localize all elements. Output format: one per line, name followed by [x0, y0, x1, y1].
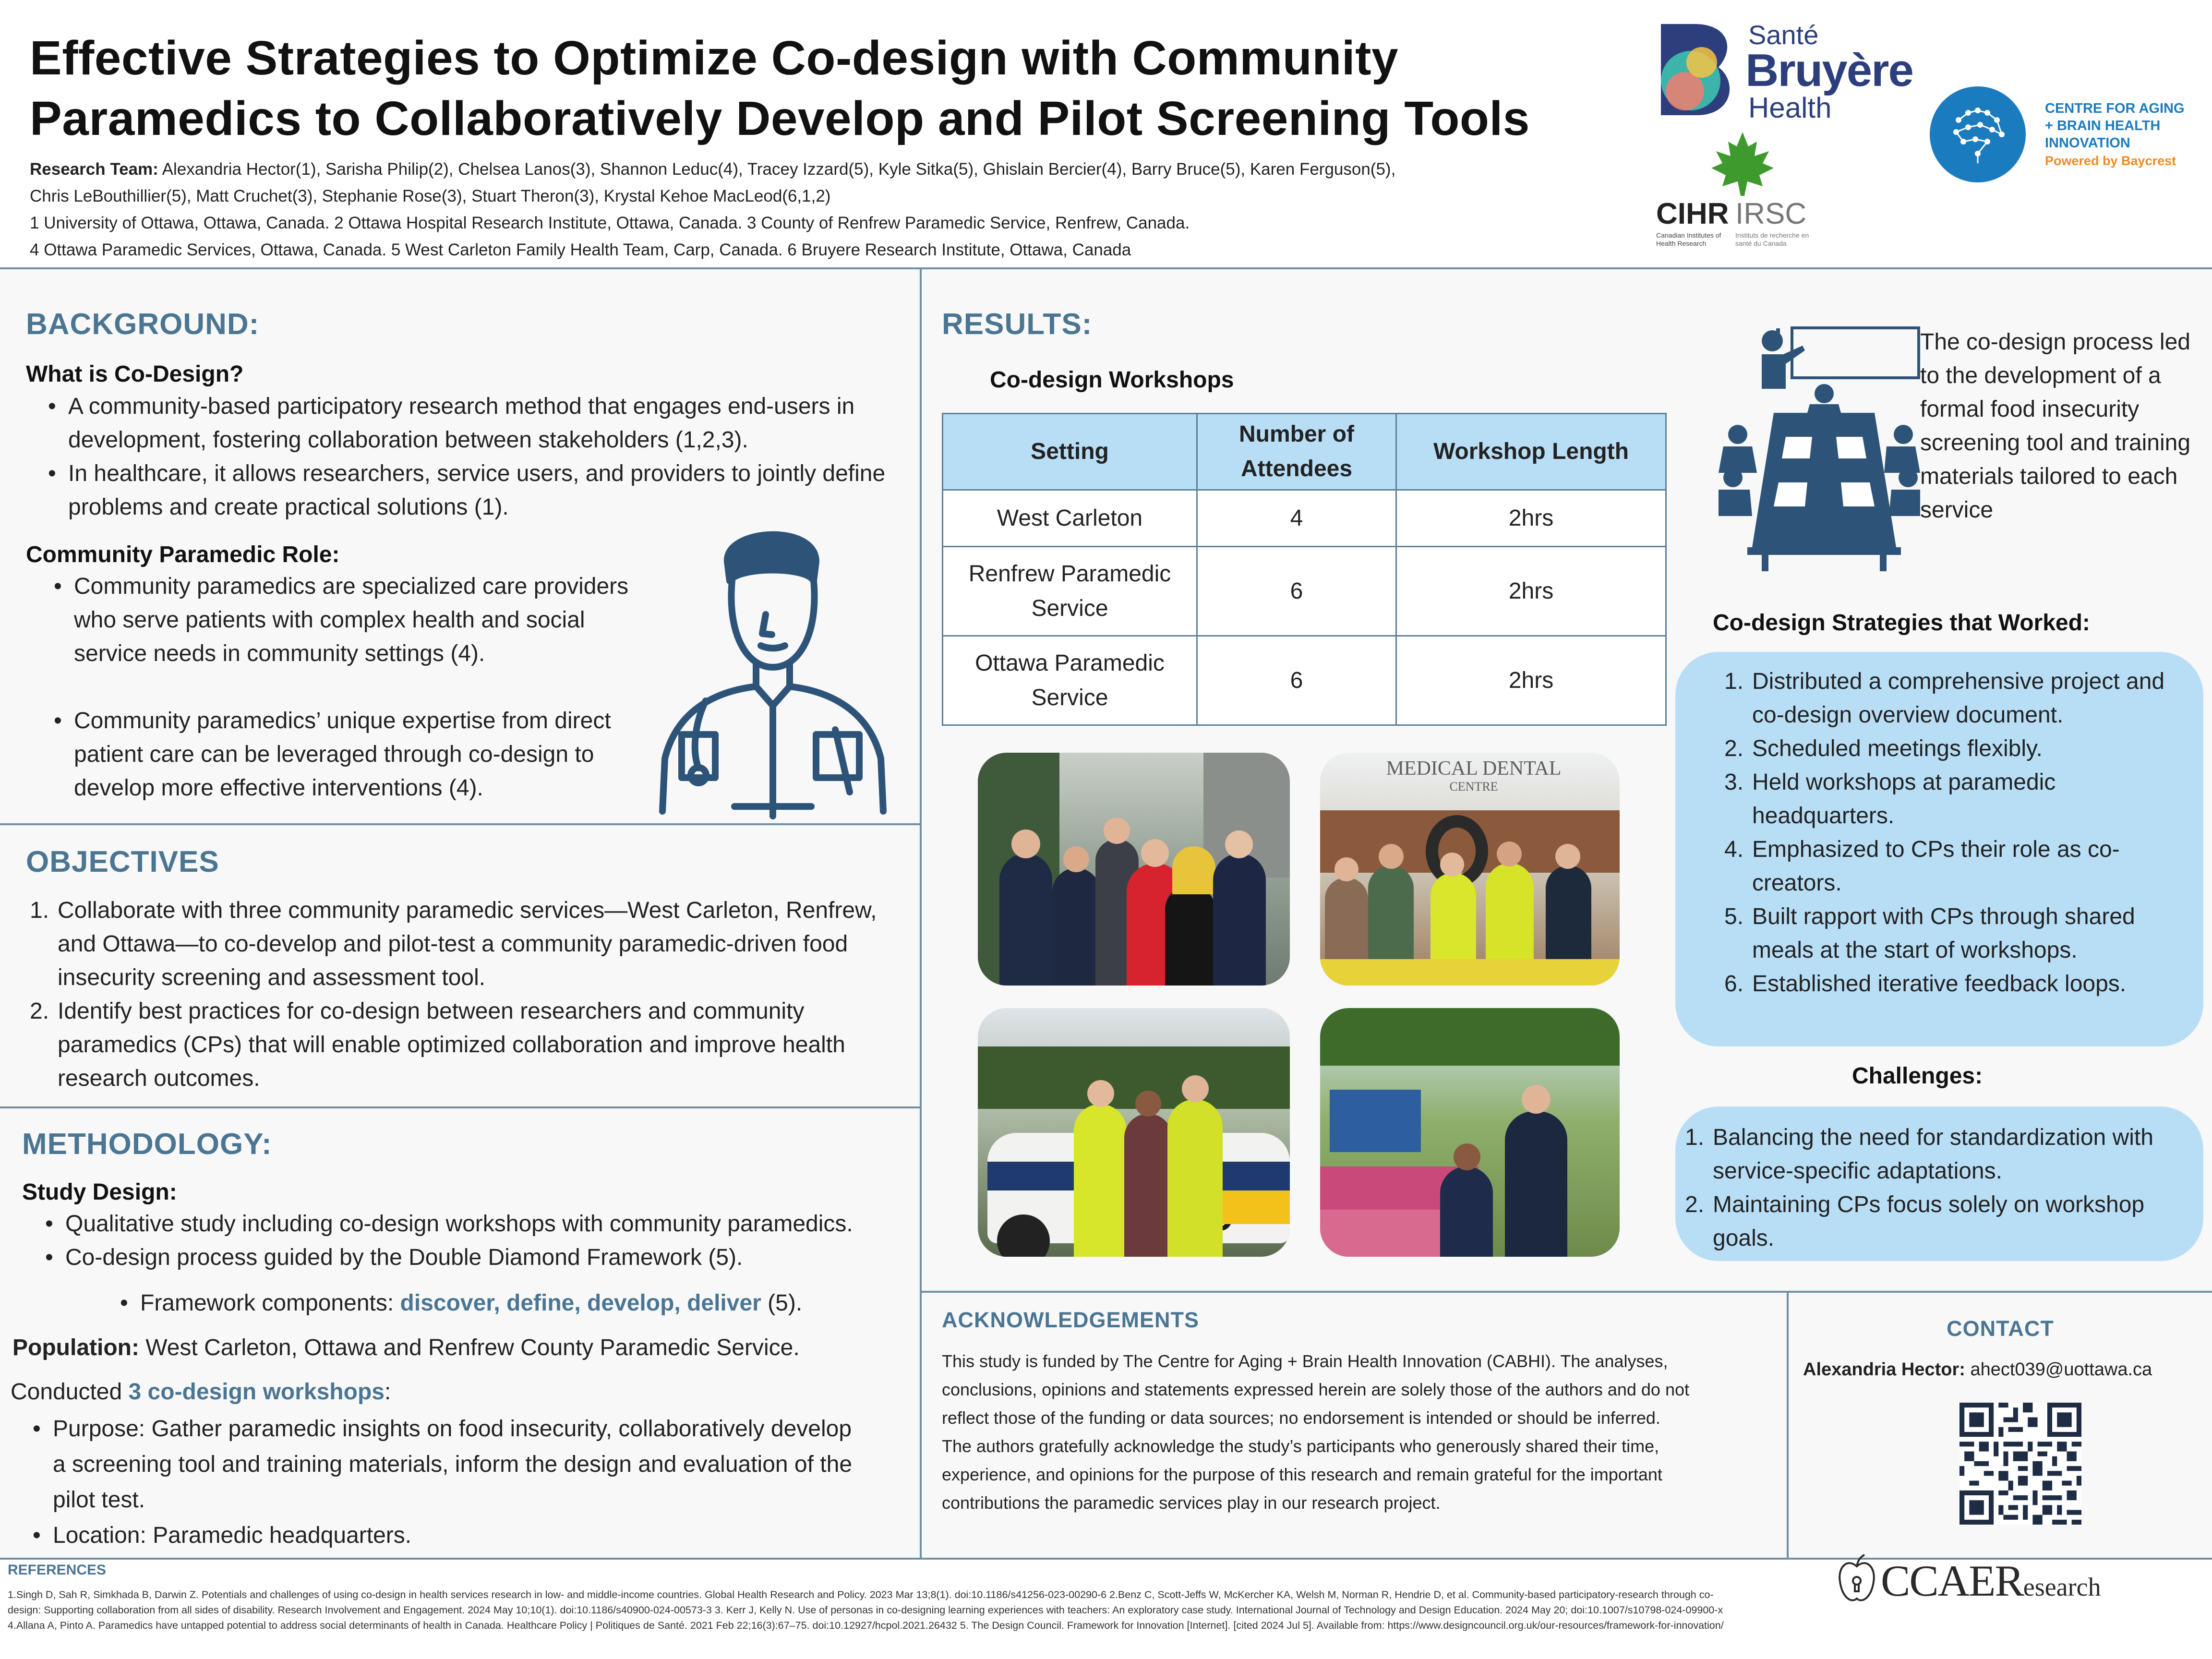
what-is-codesign-title: What is Co-Design?	[26, 361, 244, 387]
background-title: BACKGROUND:	[26, 308, 260, 341]
references-divider	[0, 1558, 2212, 1560]
research-team-label: Research Team:	[30, 160, 158, 179]
list-item: • Location: Paramedic headquarters.	[33, 1518, 868, 1553]
list-item: 6. Established iterative feedback loops.	[1724, 971, 2127, 997]
cabhi-line-2: + BRAIN HEALTH	[2045, 118, 2161, 133]
list-item: 3. Held workshops at paramedic headquarters.	[1724, 769, 2056, 829]
list-item: 5. Built rapport with CPs through shared meals at the start of workshops.	[1724, 904, 2135, 963]
population-text: West Carleton, Ottawa and Renfrew County Paramedic Service.	[139, 1335, 800, 1360]
cihr-sub-en: Canadian Institutes of Health Research	[1656, 231, 1721, 247]
challenges-list	[1685, 1121, 2194, 1255]
paramedic-illustration-icon	[643, 509, 902, 821]
cabhi-brain-icon	[1930, 86, 2026, 182]
list-item: • Co-design process guided by the Double Diamond Framework (5).	[45, 1241, 919, 1274]
bruyere-logo	[1656, 19, 1935, 125]
research-team-names-1: Alexandria Hector(1), Sarisha Philip(2), Chelsea Lanos(3), Shannon Leduc(4), Tracey Izzard(5), Kyle Sitka(5), Ghislain Bercier(4), Barry Bruce(5), Karen Ferguson(5),	[158, 160, 1396, 179]
cabhi-line-3: INNOVATION	[2045, 135, 2130, 151]
results-divider	[922, 1291, 2212, 1293]
challenge-text: Maintaining CPs focus solely on workshop goals.	[1713, 1192, 2145, 1251]
cihr-fr: IRSC	[1735, 197, 1807, 230]
table-row	[943, 547, 1666, 636]
list-item: 2. Identify best practices for co-design between researchers and community paramedics (CPs) that will enable optimized collaboration and improve health research outcomes.	[30, 998, 845, 1091]
cabhi-logo	[1930, 86, 2199, 182]
table-cell: 2hrs	[1396, 547, 1666, 636]
table-row	[943, 636, 1666, 725]
table-cell: Renfrew Paramedic Service	[943, 547, 1197, 636]
photo2-sign-line-2: CENTRE	[1449, 780, 1498, 793]
header-setting: Setting	[943, 414, 1197, 490]
outcome-text: The co-design process led to the development of a formal food insecurity screening tool and training materials tailored to each service	[1920, 329, 2191, 523]
cabhi-line-4: Powered by Baycrest	[2045, 154, 2176, 168]
strategy-text: Distributed a comprehensive project and co-design overview document.	[1752, 669, 2165, 728]
challenges-title: Challenges:	[1852, 1063, 1983, 1089]
strategies-list	[1724, 665, 2195, 1001]
list-item: 1. Distributed a comprehensive project and co-design overview document.	[1724, 669, 2165, 728]
workshop-photo-group-4	[1320, 1008, 1620, 1257]
framework-suffix: (5).	[761, 1290, 803, 1316]
table-cell: 6	[1197, 547, 1396, 636]
title-line-1: Effective Strategies to Optimize Co-design with Community	[30, 31, 1399, 85]
strategies-title: Co-design Strategies that Worked:	[1713, 610, 2090, 636]
bruyere-health: Health	[1748, 92, 1832, 124]
objectives-title: OBJECTIVES	[26, 845, 219, 878]
contact-line	[1803, 1357, 2201, 1382]
conducted-workshops	[11, 1375, 391, 1409]
list-item: • Community paramedics are specialized care providers who serve patients with complex health and social service needs in community settings (4).	[54, 570, 639, 671]
affiliations-2: 4 Ottawa Paramedic Services, Ottawa, Canada. 5 West Carleton Family Health Team, Carp, Canada. 6 Bruyere Research Institute, Ottawa, Canada	[30, 240, 1131, 259]
ccaer-big: CCAER	[1881, 1556, 2023, 1605]
list-item: • A community-based participatory research method that engages end-users in development, fostering collaboration between stakeholders (1,2,3).	[48, 390, 902, 457]
references-title: REFERENCES	[8, 1562, 107, 1578]
ccaer-text	[1881, 1555, 2101, 1606]
challenge-text: Balancing the need for standardization with service-specific adaptations.	[1713, 1125, 2153, 1184]
study-design-title: Study Design:	[22, 1179, 177, 1205]
conducted-prefix: Conducted	[11, 1379, 129, 1405]
community-paramedic-role-list	[54, 570, 639, 805]
conducted-suffix: :	[384, 1379, 391, 1405]
contact-name: Alexandria Hector:	[1803, 1359, 1965, 1380]
strategy-text: Established iterative feedback loops.	[1752, 971, 2127, 997]
list-item: • Community paramedics’ unique expertise from direct patient care can be leveraged through co-design to develop more effective interventions (4).	[54, 704, 639, 805]
ccaer-small: esearch	[2023, 1573, 2101, 1601]
title-line-2: Paramedics to Collaboratively Develop and Pilot Screening Tools	[30, 92, 1530, 145]
qr-code-icon[interactable]	[1960, 1403, 2081, 1525]
list-item: • Qualitative study including co-design workshops with community paramedics.	[45, 1207, 919, 1241]
column-divider	[920, 269, 922, 1558]
table-cell: 4	[1197, 490, 1396, 547]
objectives-divider	[0, 1106, 920, 1108]
photo2-sign	[1373, 757, 1575, 794]
objectives-list	[30, 894, 918, 1095]
strategy-text: Held workshops at paramedic headquarters.	[1752, 769, 2056, 829]
workshops-table	[942, 413, 1667, 726]
acknowledgements-para-1: This study is funded by The Centre for Aging + Brain Health Innovation (CABHI). The analyses, conclusions, opinions and statements expressed herein are solely those of the authors and do not reflect those of the funding or data sources; no endorsement is intended or should be inferred.	[942, 1351, 1689, 1428]
what-is-codesign-list	[48, 390, 902, 524]
header-attendees: Number of Attendees	[1197, 414, 1396, 490]
methodology-title: METHODOLOGY:	[22, 1128, 272, 1161]
contact-title: CONTACT	[1947, 1316, 2054, 1341]
table-row	[943, 490, 1666, 547]
list-item: 2. Scheduled meetings flexibly.	[1724, 736, 2043, 761]
results-title: RESULTS:	[942, 308, 1093, 341]
table-cell: West Carleton	[943, 490, 1197, 547]
strategy-text: Emphasized to CPs their role as co-creators.	[1752, 837, 2120, 896]
acknowledgements-para-2: The authors gratefully acknowledge the study’s participants who generously shared their time, experience, and opinions for the purpose of this research and remain grateful for the important contributions the paramedic services play in our research project.	[942, 1436, 1662, 1513]
list-item: • Purpose: Gather paramedic insights on food insecurity, collaboratively develop a screening tool and training materials, inform the design and evaluation of the pilot test.	[33, 1411, 868, 1518]
objective-text: Identify best practices for co-design between researchers and community paramedics (CPs) that will enable optimized collaboration and improve health research outcomes.	[58, 998, 845, 1091]
population	[12, 1331, 800, 1365]
bruyere-sante: Santé	[1748, 20, 1819, 50]
population-label: Population:	[12, 1335, 139, 1360]
conducted-list	[33, 1411, 868, 1553]
cihr-sub-fr: Instituts de recherche en santé du Canada	[1735, 231, 1809, 247]
bruyere-logo-icon	[1656, 19, 1738, 120]
title	[30, 28, 1614, 149]
bruyere-name: Bruyère	[1745, 45, 1913, 96]
strategy-text: Scheduled meetings flexibly.	[1752, 736, 2043, 761]
cihr-logo	[1651, 130, 1834, 250]
framework-terms: discover, define, develop, deliver	[400, 1290, 761, 1316]
framework-list	[120, 1286, 917, 1320]
list-item: 4. Emphasized to CPs their role as co-creators.	[1724, 837, 2120, 896]
workshop-photo-group-1	[978, 753, 1290, 986]
maple-leaf-icon	[1709, 130, 1776, 197]
references-text: 1.Singh D, Sah R, Simkhada B, Darwin Z. Potentials and challenges of using co-design in health services research in low- and middle-income countries. Global Health Research and Policy. 2023 Mar 13;8(1). doi:10.1186/s41256-023-00290-6 2.Benz C, Scott-Jeffs W, McKercher KA, Welsh M, Norman R, Hendrie D, et al. Community-based participatory-research through co-design: Supporting collaboration from all sides of disability. Research Involvement and Engagement. 2024 May 10;10(1). doi:10.1186/s40900-024-00573-3 3. Kerr J, Kelly N. Use of personas in co-designing learning experiences with teachers: An exploratory case study. International Journal of Technology and Design Education. 2024 May 20; doi:10.1007/s10798-024-09900-x 4.Allana A, Pinto A. Paramedics have untapped potential to address social determinants of health in Canada. Healthcare Policy | Politiques de Santé. 2021 Feb 22;16(3):67–75. doi:10.12927/hcpol.2021.26432 5. The Design Council. Framework for Innovation [Internet]. [cited 2024 Jul 5]. Available from: https://www.designcouncil.org.uk/our-resources/framework-for-innovation/	[8, 1589, 1724, 1631]
table-cell: 2hrs	[1396, 490, 1666, 547]
list-item: 2. Maintaining CPs focus solely on workshop goals.	[1685, 1192, 2145, 1251]
photo2-sign-line-1: MEDICAL DENTAL	[1386, 757, 1562, 780]
cihr-en: CIHR	[1656, 197, 1729, 230]
research-team-names-2: Chris LeBouthillier(5), Matt Cruchet(3), Stephanie Rose(3), Stuart Theron(3), Krystal Kehoe MacLeod(6,1,2)	[30, 187, 831, 205]
workshop-photo-group-2	[1320, 753, 1620, 986]
list-item: 1. Balancing the need for standardization with service-specific adaptations.	[1685, 1125, 2153, 1184]
strategy-text: Built rapport with CPs through shared meals at the start of workshops.	[1752, 904, 2135, 963]
cabhi-line-1: CENTRE FOR AGING	[2045, 101, 2185, 116]
affiliations-1: 1 University of Ottawa, Ottawa, Canada. 2 Ottawa Hospital Research Institute, Ottawa, Canada. 3 County of Renfrew Paramedic Service, Renfrew, Canada.	[30, 214, 1190, 232]
objective-text: Collaborate with three community paramedic services—West Carleton, Renfrew, and Ottawa—to co-develop and pilot-test a community paramedic-driven food insecurity screening and assessment tool.	[58, 898, 877, 990]
framework-prefix: Framework components:	[140, 1290, 400, 1316]
acknowledgements-body	[942, 1347, 1739, 1517]
conducted-bold: 3 co-design workshops	[128, 1379, 385, 1405]
table-cell: 2hrs	[1396, 636, 1666, 725]
workshop-photo-group-3	[978, 1008, 1290, 1257]
table-cell: Ottawa Paramedic Service	[943, 636, 1197, 725]
header-length: Workshop Length	[1396, 414, 1666, 490]
list-item: • In healthcare, it allows researchers, service users, and providers to jointly define problems and create practical solutions (1).	[48, 457, 902, 524]
contact-email: ahect039@uottawa.ca	[1965, 1359, 2152, 1380]
acknowledgements-title: ACKNOWLEDGEMENTS	[942, 1308, 1199, 1332]
list-item	[120, 1286, 917, 1320]
table-header-row	[943, 414, 1666, 490]
community-paramedic-role-title: Community Paramedic Role:	[26, 542, 340, 567]
study-design-list	[45, 1207, 919, 1274]
background-divider	[0, 823, 920, 825]
list-item: 1. Collaborate with three community paramedic services—West Carleton, Renfrew, and Ottawa—to co-develop and pilot-test a community paramedic-driven food insecurity screening and assessment tool.	[30, 898, 877, 990]
research-team	[30, 156, 1614, 264]
workshops-title: Co-design Workshops	[990, 367, 1234, 393]
meeting-table-illustration-icon	[1719, 326, 1920, 571]
ccaer-apple-icon	[1838, 1553, 1876, 1606]
table-cell: 6	[1197, 636, 1396, 725]
